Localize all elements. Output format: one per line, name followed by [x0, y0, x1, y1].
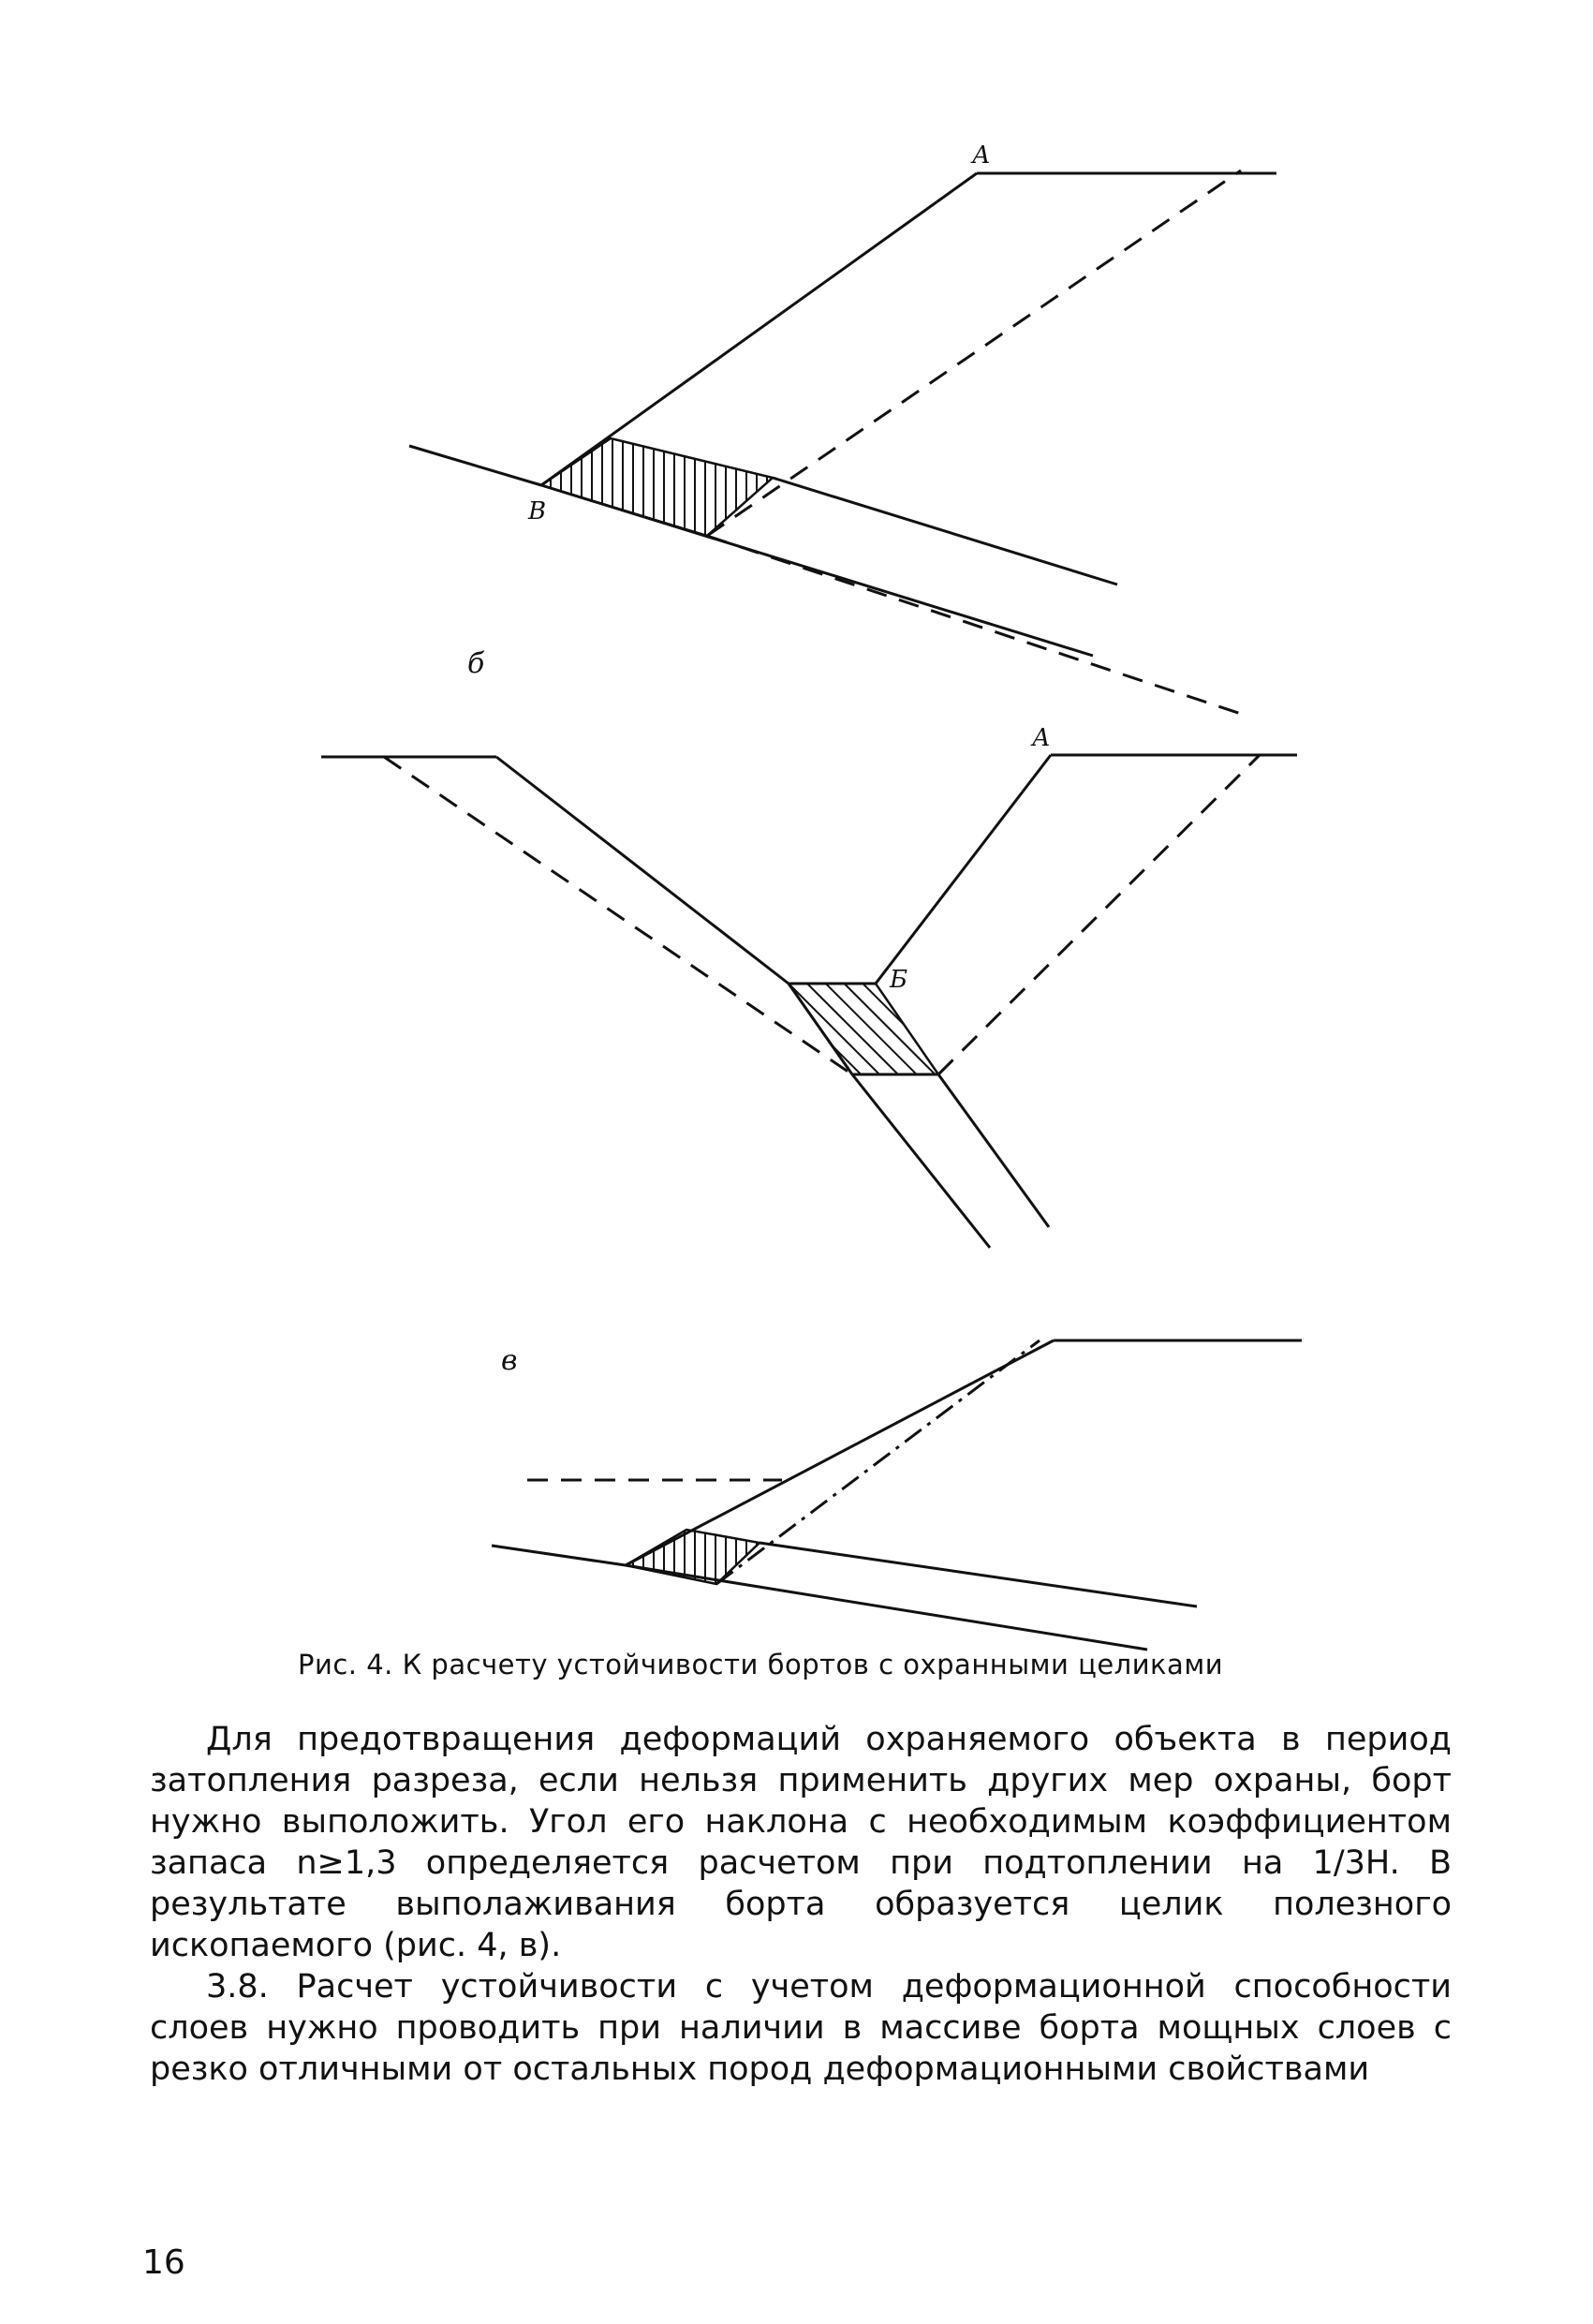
panel-b — [321, 755, 1297, 1248]
panel-a — [409, 170, 1276, 714]
label-a-top: А — [972, 141, 991, 170]
page-number: 16 — [142, 2243, 185, 2282]
label-b-bottom: В — [528, 497, 547, 525]
paragraph-1: Для предотвращения деформаций охраняемого объекта в период затопления разреза, если нельзя применить других мер охраны, борт нужно выположить. Угол его наклона с необходимым коэффициентом запаса n≥1,3 определяется расчетом при подтоплении на 1/3H. В результате выполаживания борта образуется целик полезного ископаемого (рис. 4, в). — [150, 1721, 1452, 1964]
body-text — [150, 1719, 1452, 2090]
panel-c-label: в — [501, 1344, 518, 1377]
paragraph-2: 3.8. Расчет устойчивости с учетом деформационной способности слоев нужно проводить при наличии в массиве борта мощных слоев с резко отличными от остальных пород деформационными свойствами — [150, 1968, 1452, 2088]
panel-b-label: б — [467, 647, 485, 680]
label-b-mid: Б — [890, 966, 908, 994]
figure-caption: Рис. 4. К расчету устойчивости бортов с охранными целиками — [298, 1649, 1224, 1680]
panel-c — [492, 1340, 1302, 1650]
label-a-right: А — [1032, 724, 1051, 752]
